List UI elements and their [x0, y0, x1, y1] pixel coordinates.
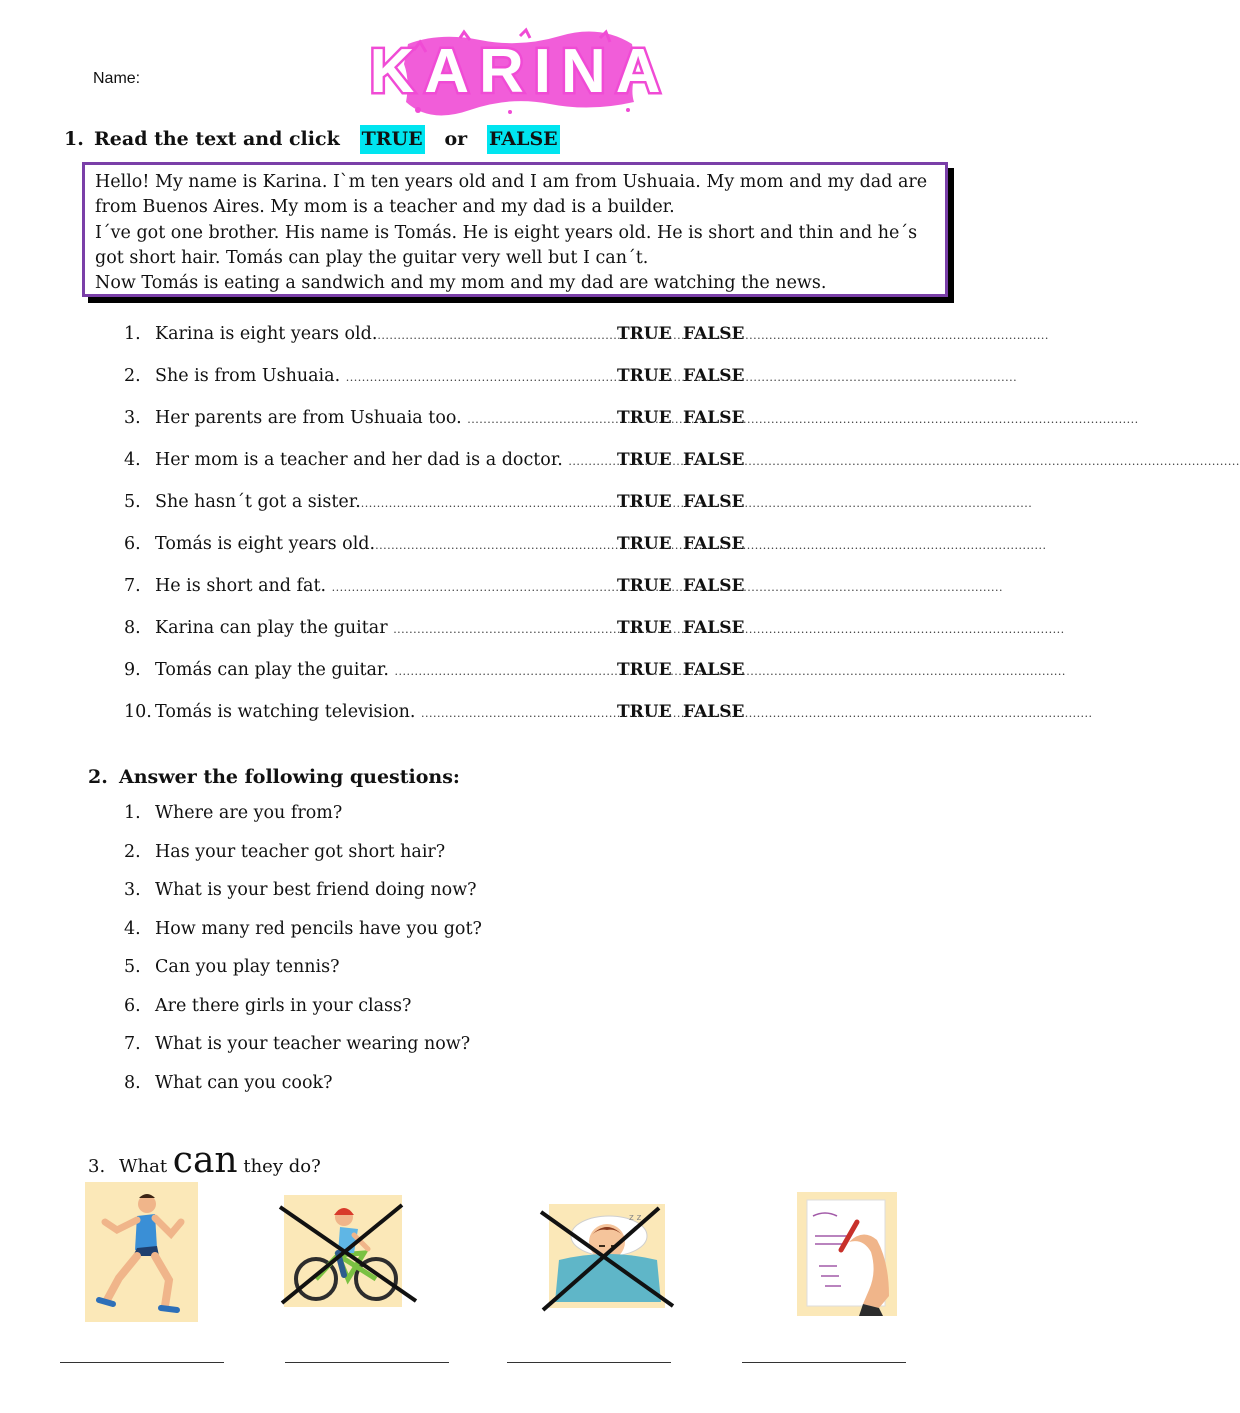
section3-suffix: they do?	[243, 1156, 321, 1177]
false-option[interactable]: FALSE	[683, 324, 745, 344]
statement-row	[124, 320, 744, 344]
false-option[interactable]: FALSE	[683, 618, 745, 638]
statement-text: She is from Ushuaia. .....	[155, 366, 617, 386]
statement-row	[124, 656, 744, 680]
name-label: Name:	[93, 70, 141, 87]
statement-number: 6.	[124, 534, 141, 554]
question-number: 7.	[124, 1034, 141, 1054]
true-option[interactable]: TRUE	[617, 702, 672, 722]
statement-number: 3.	[124, 408, 141, 428]
false-option[interactable]: FALSE	[683, 534, 745, 554]
cyclist-crossed-picture	[278, 1195, 418, 1310]
running-man-picture	[85, 1182, 198, 1322]
sleeping-crossed-picture	[537, 1198, 677, 1314]
section1-instruction: Read the text and click	[94, 128, 340, 150]
statement-number: 4.	[124, 450, 141, 470]
question-text: Where are you from?	[155, 803, 343, 823]
true-option[interactable]: TRUE	[617, 324, 672, 344]
false-option[interactable]: FALSE	[683, 576, 745, 596]
answer-line[interactable]	[285, 1362, 449, 1363]
statement-number: 7.	[124, 576, 141, 596]
statement-number: 5.	[124, 492, 141, 512]
question-text: What is your best friend doing now?	[155, 880, 477, 900]
question-item	[124, 996, 411, 1016]
statement-text: Karina is eight years old. .....	[155, 324, 617, 344]
story-paragraph: I´ve got one brother. His name is Tomás. He is eight years old. He is short and thin and he´s got short hair. Tomás can play the guitar very well but I can´t.	[95, 222, 918, 268]
question-number: 8.	[124, 1073, 141, 1093]
section2-title: Answer the following questions:	[119, 766, 460, 788]
statement-text: Tomás is watching television. .....	[155, 702, 617, 722]
statement-row	[124, 362, 744, 386]
false-option[interactable]: FALSE	[683, 492, 745, 512]
false-option[interactable]: FALSE	[683, 366, 745, 386]
question-item	[124, 803, 342, 823]
logo-text: KARINA	[369, 37, 671, 106]
question-number: 3.	[124, 880, 141, 900]
true-option[interactable]: TRUE	[617, 576, 672, 596]
question-number: 5.	[124, 957, 141, 977]
question-item	[124, 957, 340, 977]
section3-number: 3.	[88, 1156, 106, 1177]
true-keyword: TRUE	[360, 125, 425, 154]
question-number: 1.	[124, 803, 141, 823]
question-text: Are there girls in your class?	[155, 996, 412, 1016]
question-text: What is your teacher wearing now?	[155, 1034, 471, 1054]
question-item	[124, 880, 477, 900]
false-option[interactable]: FALSE	[683, 660, 745, 680]
question-text: Has your teacher got short hair?	[155, 842, 446, 862]
statement-text: He is short and fat. .....	[155, 576, 617, 596]
true-option[interactable]: TRUE	[617, 618, 672, 638]
question-item	[124, 1073, 332, 1093]
true-option[interactable]: TRUE	[617, 534, 672, 554]
false-option[interactable]: FALSE	[683, 702, 745, 722]
statement-text: Karina can play the guitar .....	[155, 618, 617, 638]
statement-row	[124, 446, 744, 470]
false-option[interactable]: FALSE	[683, 408, 745, 428]
section2-number: 2.	[88, 766, 108, 788]
section3-can-word: can	[172, 1140, 238, 1181]
answer-line[interactable]	[60, 1362, 224, 1363]
false-keyword: FALSE	[487, 125, 560, 154]
or-word: or	[444, 128, 468, 150]
question-item	[124, 1034, 470, 1054]
true-option[interactable]: TRUE	[617, 408, 672, 428]
question-number: 6.	[124, 996, 141, 1016]
false-option[interactable]: FALSE	[683, 450, 745, 470]
statement-row	[124, 698, 744, 722]
statement-number: 8.	[124, 618, 141, 638]
question-number: 4.	[124, 919, 141, 939]
question-text: How many red pencils have you got?	[155, 919, 482, 939]
section1-heading	[64, 128, 560, 150]
question-number: 2.	[124, 842, 141, 862]
statement-row	[124, 614, 744, 638]
question-text: What can you cook?	[155, 1073, 333, 1093]
writing-hand-picture	[797, 1192, 897, 1316]
statement-text: Her mom is a teacher and her dad is a doctor. .....	[155, 450, 617, 470]
statement-row	[124, 530, 744, 554]
statement-text: Tomás is eight years old. .....	[155, 534, 617, 554]
answer-line[interactable]	[742, 1362, 906, 1363]
statement-text: Her parents are from Ushuaia too. .....	[155, 408, 617, 428]
story-box	[82, 162, 948, 297]
svg-text:z z: z z	[629, 1213, 642, 1223]
true-option[interactable]: TRUE	[617, 366, 672, 386]
question-item	[124, 842, 445, 862]
section2-heading	[88, 766, 460, 788]
true-option[interactable]: TRUE	[617, 492, 672, 512]
section1-number: 1.	[64, 128, 84, 150]
answer-line[interactable]	[507, 1362, 671, 1363]
statement-row	[124, 488, 744, 512]
question-text: Can you play tennis?	[155, 957, 340, 977]
story-paragraph: Now Tomás is eating a sandwich and my mom and my dad are watching the news.	[95, 273, 827, 294]
true-option[interactable]: TRUE	[617, 660, 672, 680]
section3-heading	[88, 1140, 321, 1181]
statement-text: Tomás can play the guitar. .....	[155, 660, 617, 680]
true-option[interactable]: TRUE	[617, 450, 672, 470]
karina-logo	[369, 30, 671, 114]
section3-prefix: What	[119, 1156, 168, 1177]
statement-text: She hasn´t got a sister. .....	[155, 492, 617, 512]
question-item	[124, 919, 482, 939]
statement-number: 1.	[124, 324, 141, 344]
statement-number: 10.	[124, 702, 152, 722]
statement-row	[124, 572, 744, 596]
statement-number: 2.	[124, 366, 141, 386]
statement-row	[124, 404, 744, 428]
story-paragraph: Hello! My name is Karina. I`m ten years old and I am from Ushuaia. My mom and my dad are from Buenos Aires. My mom is a teacher and my dad is a builder.	[95, 172, 928, 218]
statement-number: 9.	[124, 660, 141, 680]
